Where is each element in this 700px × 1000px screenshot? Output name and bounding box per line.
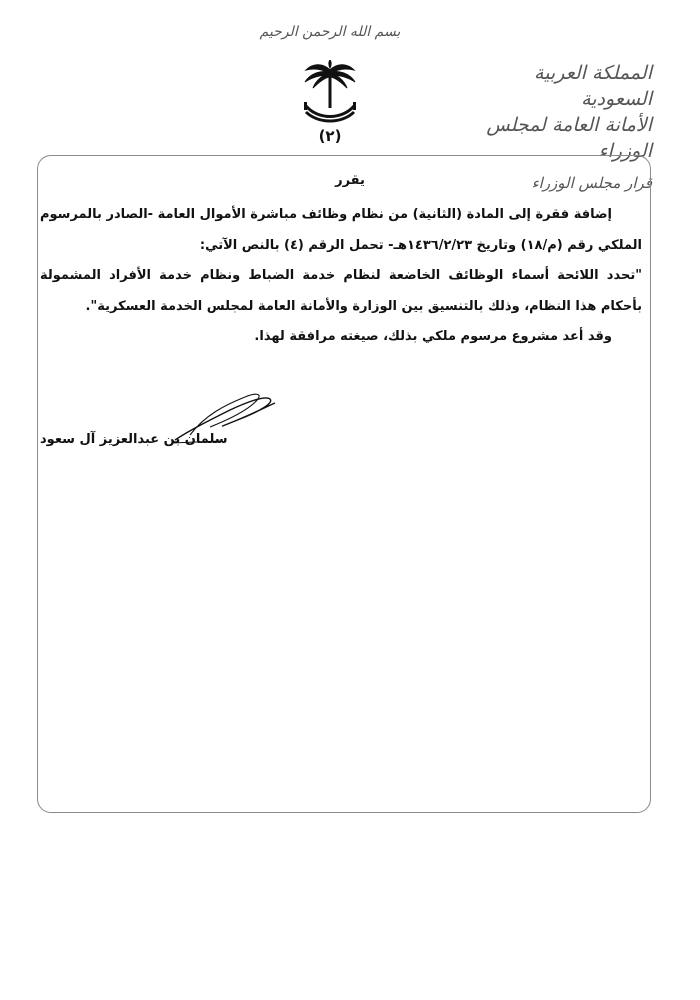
letterhead-decision-title: قرار مجلس الوزراء [531, 174, 652, 192]
basmala: بسم الله الرحمن الرحيم [259, 24, 401, 40]
paragraph-amendment: إضافة فقرة إلى المادة (الثانية) من نظام وظائف مباشرة الأموال العامة -الصادر بالمرسوم الملكي رقم (م/١٨) وتاريخ ١٤٣٦/٢/٢٣هـ- تحمل الرقم (٤) بالنص الآتي: [40, 207, 642, 253]
letterhead-country: المملكة العربية السعودية [534, 62, 652, 110]
paragraph-quoted-text: "تحدد اللائحة أسماء الوظائف الخاضعة لنظام خدمة الضباط ونظام خدمة الأفراد المشمولة بأحكام هذا النظام، وذلك بالتنسيق بين الوزارة والأمانة العامة لمجلس الخدمة العسكرية". [40, 268, 642, 314]
decision-body [40, 200, 642, 353]
letterhead-secretariat: الأمانة العامة لمجلس الوزراء [486, 114, 652, 162]
paragraph-closing: وقد أعد مشروع مرسوم ملكي بذلك، صيغته مرافقة لهذا. [254, 329, 612, 344]
page-number: (٢) [318, 127, 342, 145]
signer-name: سلمان بن عبدالعزيز آل سعود [40, 432, 228, 447]
decision-heading: يقرر [335, 173, 365, 188]
palm-swords-emblem-icon [300, 60, 360, 130]
